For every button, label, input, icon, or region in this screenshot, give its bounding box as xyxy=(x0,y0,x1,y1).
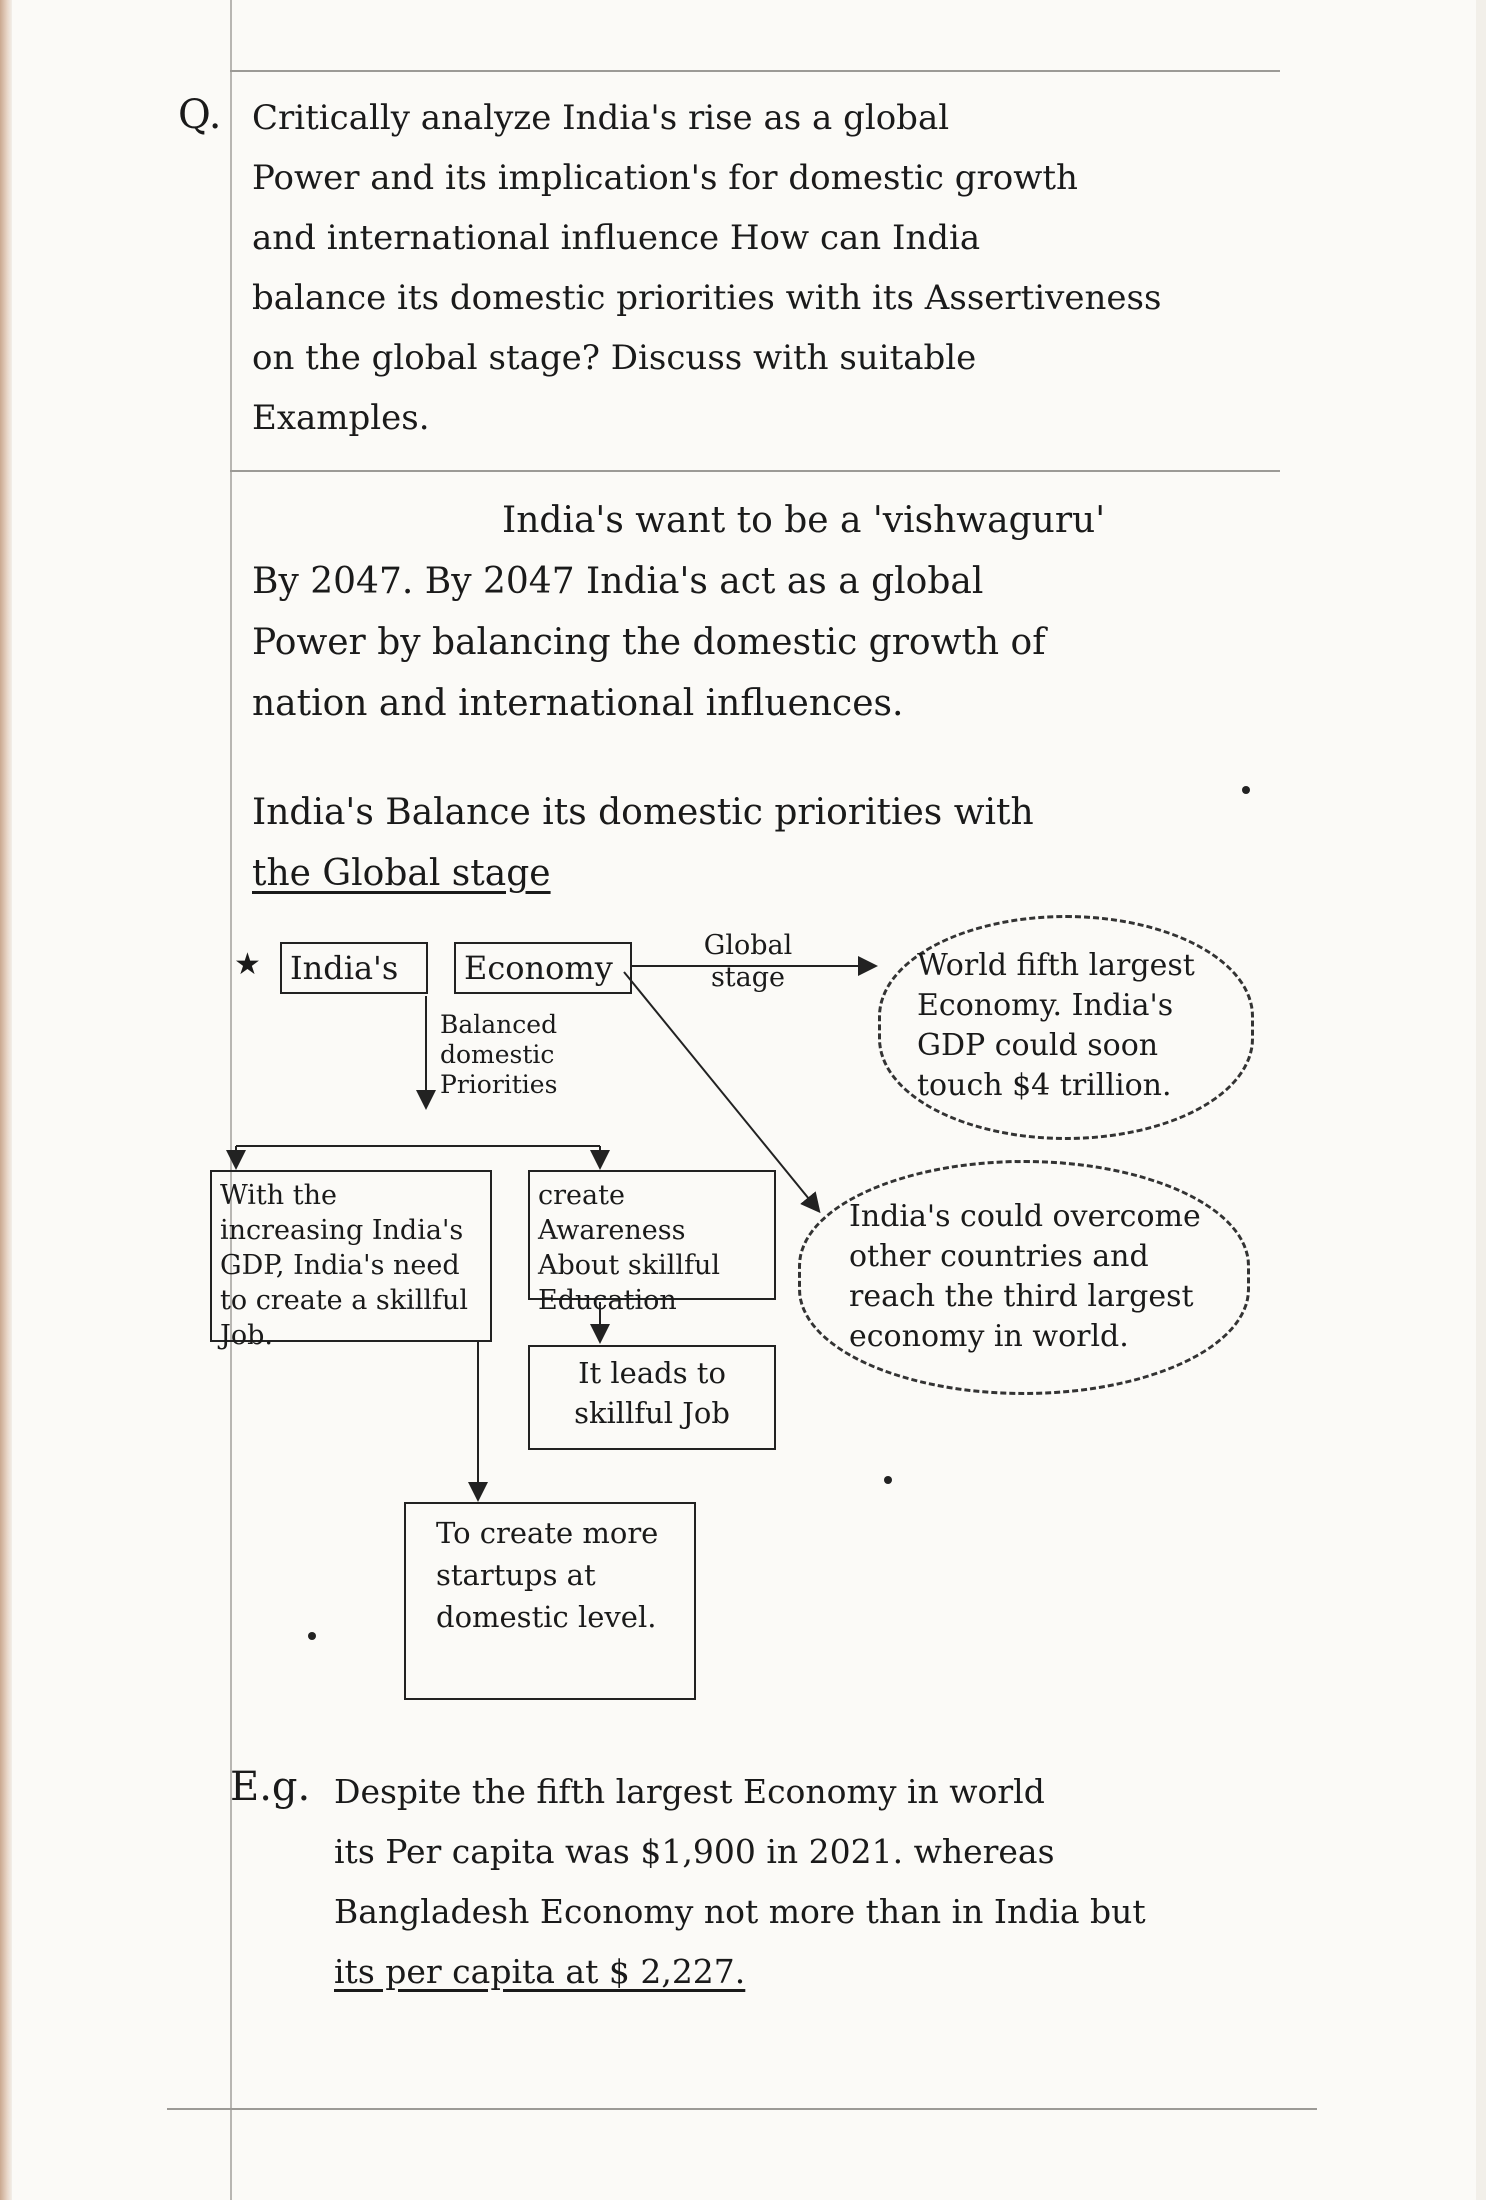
question-line: balance its domestic priorities with its Assertiveness xyxy=(252,278,1162,318)
root-box-economy: Economy xyxy=(454,942,632,994)
heading-line: the Global stage xyxy=(252,853,551,894)
global-stage-label: Global stage xyxy=(703,930,793,993)
question-text xyxy=(252,88,1161,448)
example-line: Bangladesh Economy not more than in India but xyxy=(334,1892,1146,1931)
cloud-gdp: World fifth largest Economy. India's GDP could soon touch $4 trillion. xyxy=(878,915,1254,1140)
top-rule xyxy=(230,70,1280,72)
notebook-page xyxy=(12,0,1476,2200)
question-label: Q. xyxy=(178,92,222,138)
example-label: E.g. xyxy=(230,1764,311,1810)
question-line: and international influence How can India xyxy=(252,218,981,258)
intro-line: By 2047. By 2047 India's act as a global xyxy=(252,561,984,602)
question-line: Power and its implication's for domestic growth xyxy=(252,158,1078,198)
balanced-priorities-label: Balanced domestic Priorities xyxy=(440,1010,558,1099)
box-leads-to-job: It leads to skillful Job xyxy=(528,1345,776,1450)
root-box-india: India's xyxy=(280,942,428,994)
stray-dot xyxy=(884,1476,892,1484)
intro-paragraph xyxy=(252,490,1105,734)
stray-dot xyxy=(1242,786,1250,794)
question-separator xyxy=(230,470,1280,472)
example-paragraph xyxy=(334,1762,1146,2002)
example-line: its per capita at $ 2,227. xyxy=(334,1952,746,1991)
section-heading xyxy=(252,782,1034,904)
stray-dot xyxy=(308,1632,316,1640)
example-line: its Per capita was $1,900 in 2021. whereas xyxy=(334,1832,1055,1871)
intro-line: Power by balancing the domestic growth of xyxy=(252,622,1046,663)
question-line: Examples. xyxy=(252,398,430,438)
box-skillful-job-need: With the increasing India's GDP, India's need to create a skillful Job. xyxy=(210,1170,492,1342)
margin-line xyxy=(230,0,232,2200)
notebook-binding xyxy=(0,0,12,2200)
heading-line: India's Balance its domestic priorities with xyxy=(252,792,1034,833)
star-bullet: ★ xyxy=(234,947,261,982)
bottom-rule xyxy=(167,2108,1317,2110)
question-line: on the global stage? Discuss with suitable xyxy=(252,338,977,378)
box-awareness-education: create Awareness About skillful Education xyxy=(528,1170,776,1300)
box-startups: To create more startups at domestic level. xyxy=(404,1502,696,1700)
cloud-third-largest: India's could overcome other countries and reach the third largest economy in world. xyxy=(798,1160,1250,1395)
intro-line: nation and international influences. xyxy=(252,683,904,724)
intro-line: India's want to be a 'vishwaguru' xyxy=(502,500,1106,541)
example-line: Despite the fifth largest Economy in world xyxy=(334,1772,1045,1811)
question-line: Critically analyze India's rise as a global xyxy=(252,98,950,138)
